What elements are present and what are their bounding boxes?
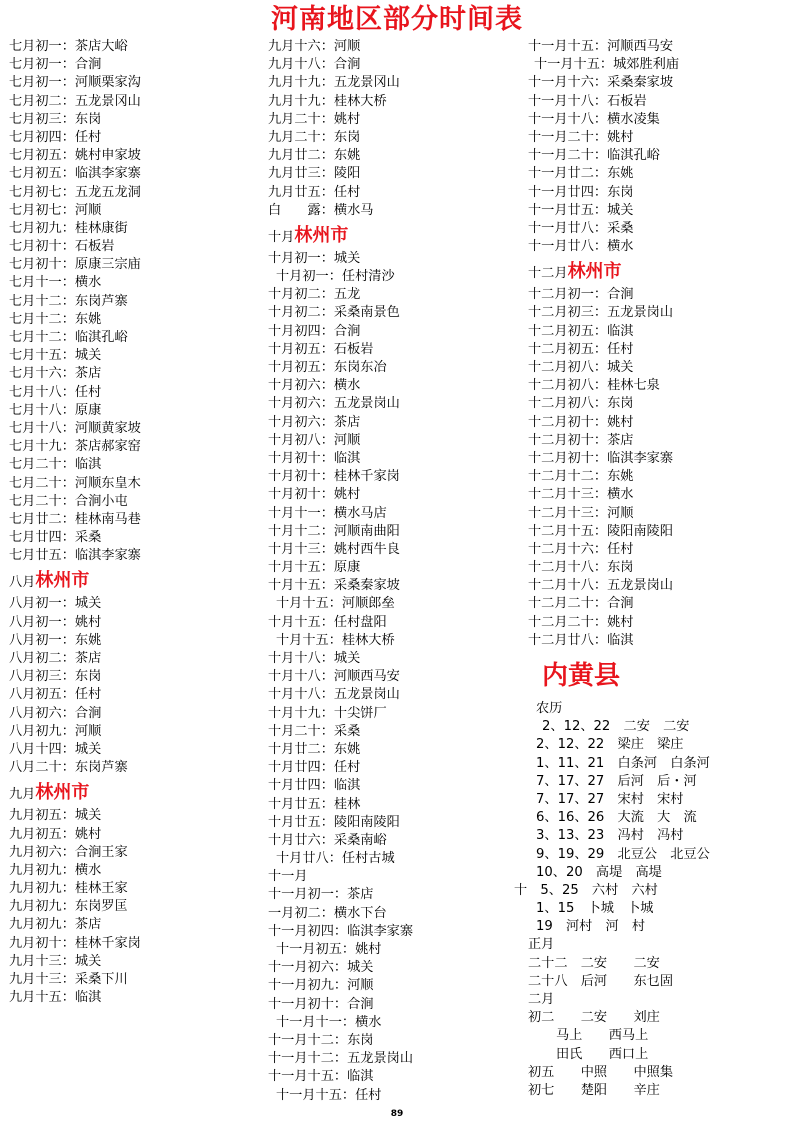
schedule-entry: 七月初七：五龙五龙洞 bbox=[9, 184, 141, 200]
schedule-entry: 十二月初十：姚村 bbox=[528, 414, 634, 430]
schedule-entry: 十月二十：采桑 bbox=[268, 723, 361, 739]
schedule-entry: 十一月廿二：东姚 bbox=[528, 166, 634, 182]
city-heading-month: 八月 bbox=[9, 575, 36, 591]
schedule-entry: 十月廿五：桂林 bbox=[268, 796, 361, 812]
schedule-entry: 十一月初六：城关 bbox=[268, 960, 374, 976]
schedule-entry: 田氏 西口上 bbox=[556, 1046, 649, 1062]
schedule-entry: 十二月初八：城关 bbox=[528, 360, 634, 375]
schedule-entry: 3、13、23 冯村 冯村 bbox=[536, 828, 684, 844]
schedule-entry: 八月初六：合涧 bbox=[9, 705, 102, 721]
schedule-entry: 十一月初九：河顺 bbox=[268, 978, 374, 994]
schedule-entry: 十月廿四：任村 bbox=[268, 760, 361, 776]
schedule-entry: 十月廿四：临淇 bbox=[268, 778, 361, 794]
schedule-entry: 十二月二十：合涧 bbox=[528, 596, 634, 612]
schedule-entry: 十月廿八：任村古城 bbox=[276, 851, 395, 867]
schedule-entry: 七月二十：合涧小屯 bbox=[9, 493, 128, 509]
schedule-entry: 七月廿五：临淇李家寨 bbox=[9, 548, 141, 564]
schedule-entry: 十月初六：茶店 bbox=[268, 414, 361, 430]
schedule-entry: 十一月初五：姚村 bbox=[276, 942, 382, 957]
schedule-entry: 十二月初五：任村 bbox=[528, 341, 634, 357]
city-heading-name: 林州市 bbox=[35, 782, 90, 804]
schedule-entry: 八月初一：城关 bbox=[9, 596, 102, 612]
schedule-entry: 农历 bbox=[536, 701, 563, 716]
schedule-entry: 十一月廿五：城关 bbox=[528, 202, 634, 218]
schedule-entry: 七月初二：五龙景冈山 bbox=[9, 93, 141, 109]
schedule-entry: 七月初一：合涧 bbox=[9, 57, 102, 73]
schedule-entry: 八月初三：东岗 bbox=[9, 669, 102, 685]
schedule-entry: 七月初五：姚村申家坡 bbox=[9, 148, 141, 164]
schedule-entry: 九月初十：桂林千家岗 bbox=[9, 935, 141, 951]
schedule-entry: 九月初六：合涧王家 bbox=[9, 844, 128, 860]
schedule-entry: 十二月十二：东姚 bbox=[528, 469, 634, 485]
schedule-entry: 十月廿六：采桑南峪 bbox=[268, 832, 387, 848]
schedule-entry: 八月初九：河顺 bbox=[9, 723, 102, 739]
schedule-entry: 九月十三：采桑下川 bbox=[9, 972, 128, 987]
schedule-entry: 十月十九：十尖饼厂 bbox=[268, 705, 387, 721]
schedule-entry: 十月初一：城关 bbox=[268, 250, 361, 266]
schedule-entry: 十一月十八：石板岩 bbox=[528, 93, 647, 109]
city-heading-name: 林州市 bbox=[35, 570, 90, 592]
schedule-entry: 十月初六：横水 bbox=[268, 378, 361, 394]
schedule-entry: 白 露：横水马 bbox=[268, 202, 374, 218]
schedule-entry: 十月初四：合涧 bbox=[268, 323, 361, 339]
schedule-entry: 七月初四：任村 bbox=[9, 129, 102, 145]
schedule-entry: 七月廿四：采桑 bbox=[9, 530, 102, 546]
schedule-entry: 七月十五：城关 bbox=[9, 348, 102, 364]
schedule-entry: 十月初五：东岗东冶 bbox=[268, 360, 387, 375]
schedule-entry: 十二月初三：五龙景岗山 bbox=[528, 305, 674, 321]
schedule-entry: 1、15 卜城 卜城 bbox=[536, 901, 654, 917]
schedule-entry: 八月初一：姚村 bbox=[9, 614, 102, 630]
schedule-entry: 二月 bbox=[528, 992, 555, 1007]
schedule-entry: 八月二十：东岗芦寨 bbox=[9, 760, 128, 776]
schedule-entry: 八月初一：东姚 bbox=[9, 632, 102, 648]
schedule-entry: 九月二十：姚村 bbox=[268, 111, 361, 127]
schedule-entry: 十月十五：任村盘阳 bbox=[268, 614, 387, 630]
schedule-entry: 十二月初八：东岗 bbox=[528, 396, 634, 412]
schedule-entry: 十月初五：石板岩 bbox=[268, 341, 374, 357]
schedule-entry: 七月十八：任村 bbox=[9, 384, 102, 400]
schedule-entry: 十一月十五：任村 bbox=[276, 1087, 382, 1103]
schedule-entry: 七月初七：河顺 bbox=[9, 202, 102, 218]
schedule-entry: 十 5、25 六村 六村 bbox=[514, 882, 658, 898]
schedule-entry: 二十二 二安 二安 bbox=[528, 955, 660, 971]
schedule-entry: 九月十八：合涧 bbox=[268, 57, 361, 73]
schedule-entry: 七月十二：临淇孔峪 bbox=[9, 330, 128, 345]
schedule-entry: 十一月廿八：采桑 bbox=[528, 220, 634, 236]
schedule-entry: 七月十六：茶店 bbox=[9, 366, 102, 382]
schedule-entry: 十二月初十：茶店 bbox=[528, 432, 634, 448]
schedule-entry: 十月十三：姚村西牛良 bbox=[268, 541, 400, 557]
schedule-entry: 十一月十五：临淇 bbox=[268, 1069, 374, 1085]
schedule-entry: 七月十八：河顺黄家坡 bbox=[9, 420, 141, 436]
schedule-entry: 2、12、22 二安 二安 bbox=[542, 719, 690, 735]
schedule-entry: 九月十九：桂林大桥 bbox=[268, 93, 387, 109]
schedule-entry: 七月十八：原康 bbox=[9, 402, 102, 418]
schedule-entry: 九月初九：茶店 bbox=[9, 917, 102, 933]
schedule-entry: 七月初九：桂林康街 bbox=[9, 220, 128, 236]
city-heading-month: 九月 bbox=[9, 787, 36, 803]
schedule-entry: 九月初九：桂林王家 bbox=[9, 881, 128, 897]
schedule-entry: 八月初二：茶店 bbox=[9, 651, 102, 666]
schedule-entry: 1、11、21 白条河 白条河 bbox=[536, 755, 710, 771]
schedule-entry: 十月十八：城关 bbox=[268, 651, 361, 666]
schedule-entry: 七月初十：石板岩 bbox=[9, 239, 115, 255]
schedule-entry: 十一月初十：合涧 bbox=[268, 996, 374, 1012]
schedule-entry: 19 河村 河 村 bbox=[536, 919, 646, 935]
schedule-entry: 十月十二：河顺南曲阳 bbox=[268, 523, 400, 539]
schedule-entry: 十月初一：任村清沙 bbox=[276, 269, 395, 285]
schedule-column-2 bbox=[268, 38, 523, 1105]
schedule-entry: 十一月十八：横水凌集 bbox=[528, 111, 660, 127]
schedule-entry: 九月十九：五龙景冈山 bbox=[268, 75, 400, 91]
schedule-entry: 十二月二十：姚村 bbox=[528, 614, 634, 630]
schedule-entry: 九月初九：东岗罗匡 bbox=[9, 899, 128, 915]
schedule-entry: 九月二十：东岗 bbox=[268, 129, 361, 145]
schedule-entry: 七月初三：东岗 bbox=[9, 111, 102, 127]
schedule-entry: 十二月十六：任村 bbox=[528, 541, 634, 557]
schedule-entry: 初二 二安 刘庄 bbox=[528, 1010, 660, 1026]
city-heading-name: 林州市 bbox=[294, 224, 349, 246]
schedule-entry: 七月廿二：桂林南马巷 bbox=[9, 511, 141, 527]
schedule-entry: 十月十八：五龙景岗山 bbox=[268, 687, 400, 703]
schedule-entry: 十二月十八：五龙景岗山 bbox=[528, 578, 674, 594]
schedule-entry: 七月初五：临淇李家寨 bbox=[9, 166, 141, 182]
schedule-entry: 七月二十：河顺东皇木 bbox=[9, 475, 141, 491]
city-heading bbox=[514, 256, 789, 286]
schedule-entry: 十二月初五：临淇 bbox=[528, 323, 634, 339]
schedule-entry: 八月初五：任村 bbox=[9, 687, 102, 703]
schedule-entry: 十二月廿八：临淇 bbox=[528, 632, 634, 648]
schedule-entry: 十一月 bbox=[268, 869, 308, 885]
schedule-entry: 十一月廿八：横水 bbox=[528, 239, 634, 255]
schedule-entry: 七月十九：茶店郝家窑 bbox=[9, 439, 141, 455]
schedule-entry: 九月初五：城关 bbox=[9, 808, 102, 824]
schedule-entry: 7、17、27 宋村 宋村 bbox=[536, 791, 684, 807]
schedule-entry: 十一月二十：姚村 bbox=[528, 129, 634, 145]
schedule-entry: 十月初二：采桑南景色 bbox=[268, 305, 400, 321]
schedule-entry: 初七 楚阳 辛庄 bbox=[528, 1082, 660, 1098]
schedule-entry: 十一月十一：横水 bbox=[276, 1014, 382, 1030]
schedule-entry: 七月初十：原康三宗庙 bbox=[9, 257, 141, 273]
city-heading bbox=[9, 777, 259, 807]
schedule-entry: 十月十一：横水马店 bbox=[268, 505, 387, 521]
schedule-entry: 十月初十：桂林千家岗 bbox=[268, 469, 400, 485]
schedule-entry: 九月十五：临淇 bbox=[9, 990, 102, 1006]
city-heading bbox=[9, 565, 259, 595]
schedule-entry: 十月初八：河顺 bbox=[268, 432, 361, 448]
schedule-entry: 十一月二十：临淇孔峪 bbox=[528, 148, 660, 164]
schedule-entry: 十二月初一：合涧 bbox=[528, 287, 634, 303]
schedule-entry: 十一月十二：东岗 bbox=[268, 1032, 374, 1048]
schedule-entry: 九月初五：姚村 bbox=[9, 826, 102, 842]
schedule-entry: 十一月初四：临淇李家寨 bbox=[268, 923, 414, 939]
schedule-entry: 十二月十五：陵阳南陵阳 bbox=[528, 523, 674, 539]
schedule-entry: 2、12、22 梁庄 梁庄 bbox=[536, 737, 684, 753]
schedule-entry: 十月初十：姚村 bbox=[268, 487, 361, 503]
schedule-entry: 十月十五：原康 bbox=[268, 560, 361, 576]
schedule-entry: 马上 西马上 bbox=[556, 1028, 649, 1044]
schedule-column-3 bbox=[514, 38, 789, 1100]
schedule-entry: 10、20 高堤 高堤 bbox=[536, 864, 662, 880]
city-heading-month: 十月 bbox=[268, 229, 295, 245]
schedule-entry: 七月二十：临淇 bbox=[9, 457, 102, 473]
schedule-entry: 十一月廿四：东岗 bbox=[528, 184, 634, 200]
schedule-entry: 7、17、27 后河 后・河 bbox=[536, 773, 697, 789]
schedule-entry: 九月初九：横水 bbox=[9, 862, 102, 878]
schedule-entry: 十二月十八：东岗 bbox=[528, 560, 634, 576]
schedule-entry: 十二月十三：河顺 bbox=[528, 505, 634, 521]
schedule-entry: 十一月十五：城郊胜利庙 bbox=[534, 57, 680, 73]
county-heading: 内黄县 bbox=[542, 661, 621, 691]
schedule-entry: 十月十五：桂林大桥 bbox=[276, 632, 395, 648]
schedule-entry: 十二月初十：临淇李家寨 bbox=[528, 450, 674, 466]
schedule-entry: 八月十四：城关 bbox=[9, 741, 102, 757]
schedule-column-1 bbox=[9, 38, 259, 1007]
schedule-entry: 九月廿二：东姚 bbox=[268, 148, 361, 164]
schedule-entry: 九月廿五：任村 bbox=[268, 184, 361, 200]
page-number: 89 bbox=[390, 1109, 404, 1119]
city-heading bbox=[268, 220, 523, 250]
schedule-entry: 七月十二：东姚 bbox=[9, 311, 102, 327]
schedule-entry: 正月 bbox=[528, 937, 555, 953]
schedule-entry: 一月初二：横水下台 bbox=[268, 905, 387, 921]
city-heading-month: 十二月 bbox=[528, 266, 568, 282]
schedule-entry: 二十八 后河 东乜固 bbox=[528, 973, 674, 989]
schedule-entry: 9、19、29 北豆公 北豆公 bbox=[536, 846, 710, 862]
schedule-entry: 七月十一：横水 bbox=[9, 275, 102, 291]
schedule-entry: 十月初十：临淇 bbox=[268, 450, 361, 466]
schedule-entry: 九月十六：河顺 bbox=[268, 39, 361, 54]
schedule-entry: 九月廿三：陵阳 bbox=[268, 166, 361, 182]
schedule-entry: 十一月初一：茶店 bbox=[268, 887, 374, 903]
schedule-entry: 6、16、26 大流 大 流 bbox=[536, 810, 697, 826]
schedule-entry: 七月十二：东岗芦寨 bbox=[9, 293, 128, 309]
schedule-entry: 初五 中照 中照集 bbox=[528, 1064, 674, 1080]
schedule-entry: 七月初一：河顺栗家沟 bbox=[9, 75, 141, 91]
schedule-entry: 九月十三：城关 bbox=[9, 953, 102, 969]
city-heading-name: 林州市 bbox=[567, 261, 622, 283]
schedule-entry: 十月十五：采桑秦家坡 bbox=[268, 578, 400, 594]
schedule-entry: 十一月十二：五龙景岗山 bbox=[268, 1051, 414, 1067]
schedule-entry: 十一月十五：河顺西马安 bbox=[528, 39, 674, 54]
schedule-entry: 十二月十三：横水 bbox=[528, 487, 634, 503]
schedule-entry: 十月初二：五龙 bbox=[268, 287, 361, 303]
schedule-entry: 十月廿二：东姚 bbox=[268, 741, 361, 757]
page-title: 河南地区部分时间表 bbox=[271, 4, 523, 35]
schedule-entry: 十月初六：五龙景岗山 bbox=[268, 396, 400, 412]
schedule-entry: 十月十八：河顺西马安 bbox=[268, 669, 400, 685]
schedule-entry: 十二月初八：桂林七泉 bbox=[528, 378, 660, 394]
schedule-entry: 十一月十六：采桑秦家坡 bbox=[528, 75, 674, 91]
schedule-entry: 七月初一：茶店大峪 bbox=[9, 39, 128, 54]
schedule-entry: 十月廿五：陵阳南陵阳 bbox=[268, 814, 400, 830]
schedule-entry: 十月十五：河顺郎垒 bbox=[276, 596, 395, 612]
